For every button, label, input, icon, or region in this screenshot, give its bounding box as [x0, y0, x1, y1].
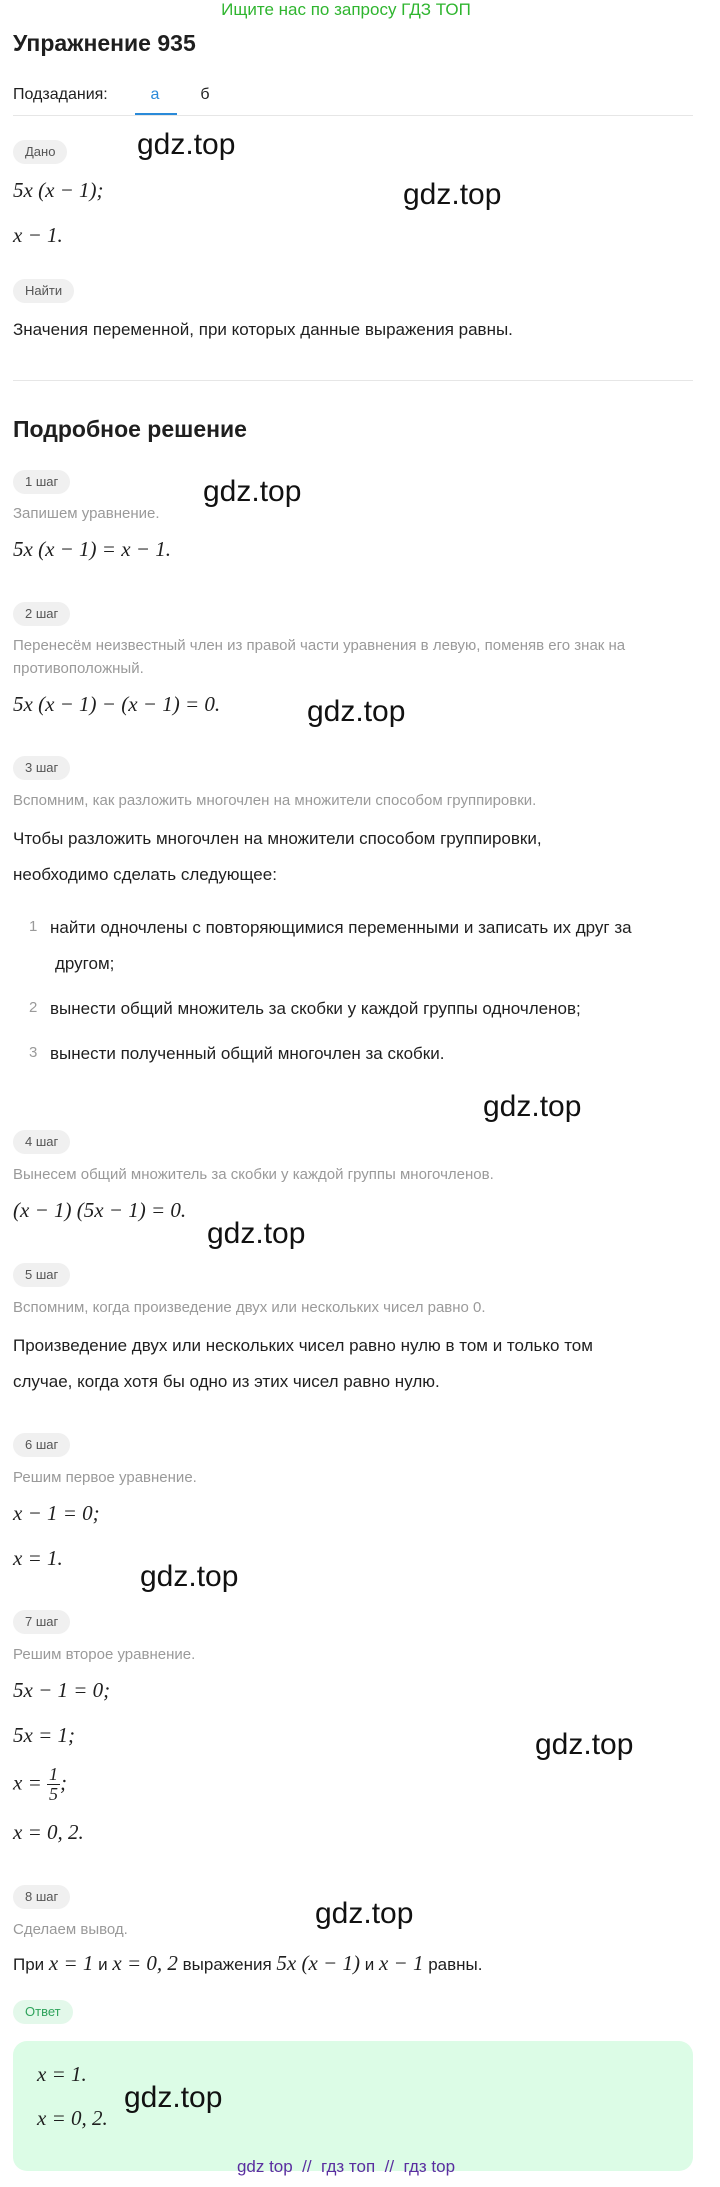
conclusion-word-expressions: выражения: [182, 1955, 272, 1974]
watermark: gdz.top: [140, 1560, 239, 1593]
watermark: gdz.top: [315, 1897, 414, 1930]
fraction-denominator: 5: [49, 1784, 58, 1804]
given-chip: Дано: [13, 140, 67, 164]
answer-line-1: x = 1.: [37, 2062, 87, 2086]
conclusion-word-pri: При: [13, 1955, 45, 1974]
step-8-chip: 8 шаг: [13, 1885, 70, 1909]
list-item-3-number: 3: [29, 1044, 38, 1061]
step-3-text-line-1: Чтобы разложить многочлен на множители способом группировки,: [13, 829, 542, 848]
step-2-equation: 5x (x − 1) − (x − 1) = 0.: [13, 692, 221, 716]
conclusion-word-and-2: и: [364, 1955, 375, 1974]
step-5-text-line-1: Произведение двух или нескольких чисел равно нулю в том и только том: [13, 1336, 593, 1355]
step-1-equation: 5x (x − 1) = x − 1.: [13, 537, 171, 561]
step-2-caption-line-1: Перенесём неизвестный член из правой части уравнения в левую, поменяв его знак на: [13, 637, 626, 654]
promo-banner: Ищите нас по запросу ГДЗ ТОП: [221, 0, 471, 19]
tab-subtask-b[interactable]: б: [200, 86, 210, 103]
subtasks-label: Подзадания:: [13, 86, 108, 103]
step-7-caption: Решим второе уравнение.: [13, 1646, 196, 1663]
conclusion-word-equal: равны.: [428, 1955, 483, 1974]
conclusion-word-and-1: и: [98, 1955, 108, 1974]
step-1-chip: 1 шаг: [13, 470, 70, 494]
step-6-caption: Решим первое уравнение.: [13, 1469, 197, 1486]
step-4-chip: 4 шаг: [13, 1130, 70, 1154]
page-title: Упражнение 935: [13, 30, 196, 56]
given-expression-1: 5x (x − 1);: [13, 178, 104, 202]
step-2-chip: 2 шаг: [13, 602, 70, 626]
watermark: gdz.top: [483, 1090, 582, 1123]
list-item-1-line-1: найти одночлены с повторяющимися переменными и записать их друг за: [50, 918, 632, 937]
answer-box: [13, 2041, 693, 2171]
watermark: gdz.top: [535, 1728, 634, 1761]
list-item-3-text: вынести полученный общий многочлен за скобки.: [50, 1044, 445, 1063]
fraction-prefix: x =: [13, 1770, 42, 1795]
fraction-numerator: 1: [49, 1764, 58, 1784]
step-7-chip: 7 шаг: [13, 1610, 70, 1634]
step-5-chip: 5 шаг: [13, 1263, 70, 1287]
step-8-caption: Сделаем вывод.: [13, 1921, 128, 1938]
find-text: Значения переменной, при которых данные выражения равны.: [13, 320, 513, 339]
step-2-caption-line-2: противоположный.: [13, 660, 144, 677]
section-divider: [13, 380, 693, 381]
step-6-chip: 6 шаг: [13, 1433, 70, 1457]
fraction-suffix: ;: [60, 1770, 67, 1795]
step-5-caption: Вспомним, когда произведение двух или нескольких чисел равно 0.: [13, 1299, 486, 1316]
step-6-equation-2: x = 1.: [13, 1546, 63, 1570]
step-1-caption: Запишем уравнение.: [13, 505, 160, 522]
list-item-2-number: 2: [29, 999, 38, 1016]
watermark: gdz.top: [203, 475, 302, 508]
list-item-1-line-2: другом;: [55, 954, 115, 973]
conclusion-x2: x = 0, 2: [112, 1951, 178, 1975]
watermark: gdz.top: [137, 128, 236, 161]
step-3-caption: Вспомним, как разложить многочлен на множители способом группировки.: [13, 792, 537, 809]
step-7-equation-1: 5x − 1 = 0;: [13, 1678, 111, 1702]
step-4-equation: (x − 1) (5x − 1) = 0.: [13, 1198, 187, 1222]
watermark: gdz.top: [124, 2081, 223, 2114]
tab-subtask-a[interactable]: а: [150, 86, 160, 103]
find-chip: Найти: [13, 279, 74, 303]
solution-title: Подробное решение: [13, 416, 247, 442]
step-7-equation-3: [13, 1765, 67, 1804]
conclusion-expr-2: x − 1: [378, 1951, 424, 1975]
step-7-equation-2: 5x = 1;: [13, 1723, 75, 1747]
step-7-equation-4: x = 0, 2.: [13, 1820, 84, 1844]
step-3-chip: 3 шаг: [13, 756, 70, 780]
step-5-text-line-2: случае, когда хотя бы одно из этих чисел равно нулю.: [13, 1372, 440, 1391]
step-4-caption: Вынесем общий множитель за скобки у каждой группы многочленов.: [13, 1166, 494, 1183]
tabs-divider: [13, 115, 693, 116]
watermark: gdz.top: [403, 178, 502, 211]
answer-line-2: x = 0, 2.: [37, 2106, 108, 2130]
answer-chip: Ответ: [13, 2000, 73, 2024]
step-6-equation-1: x − 1 = 0;: [13, 1501, 100, 1525]
fraction: [47, 1765, 60, 1804]
conclusion-expr-1: 5x (x − 1): [276, 1951, 360, 1975]
watermark: gdz.top: [307, 695, 406, 728]
step-8-conclusion: [13, 1951, 482, 1976]
watermark: gdz.top: [207, 1217, 306, 1250]
step-3-text-line-2: необходимо сделать следующее:: [13, 865, 277, 884]
list-item-1-number: 1: [29, 918, 38, 935]
list-item-2-text: вынести общий множитель за скобки у каждой группы одночленов;: [50, 999, 581, 1018]
given-expression-2: x − 1.: [13, 223, 63, 247]
conclusion-x1: x = 1: [48, 1951, 94, 1975]
footer-links[interactable]: gdz top // гдз топ // гдз top: [236, 2157, 456, 2176]
